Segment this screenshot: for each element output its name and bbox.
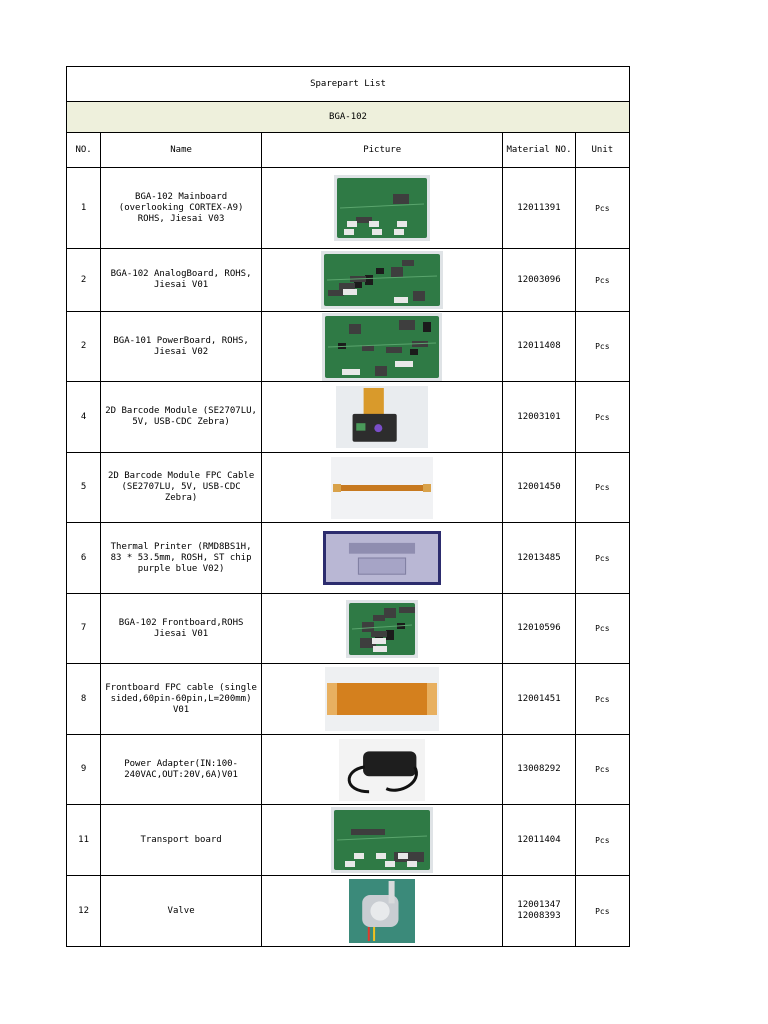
row-picture — [262, 664, 503, 735]
power-adapter-image — [339, 739, 425, 801]
green-pcb-transport-board-image — [331, 807, 433, 873]
table-row — [67, 664, 630, 735]
header-name: Name — [101, 133, 262, 168]
sparepart-table — [66, 66, 630, 947]
row-material-no: 12001451 — [503, 664, 575, 735]
row-material-no: 12010596 — [503, 594, 575, 664]
row-unit: Pcs — [575, 735, 629, 805]
row-unit: Pcs — [575, 664, 629, 735]
valve-image — [349, 879, 415, 943]
row-material-no: 12013485 — [503, 523, 575, 594]
row-picture — [262, 453, 503, 523]
row-picture — [262, 805, 503, 876]
row-material-no: 12003096 — [503, 249, 575, 312]
row-picture — [262, 168, 503, 249]
row-picture — [262, 249, 503, 312]
row-name: BGA-102 Mainboard (overlooking CORTEX-A9) ROHS, Jiesai V03 — [101, 168, 262, 249]
wide-fpc-cable-image — [325, 667, 439, 731]
row-name: 2D Barcode Module (SE2707LU, 5V, USB-CDC Zebra) — [101, 382, 262, 453]
table-row — [67, 735, 630, 805]
row-unit: Pcs — [575, 805, 629, 876]
row-unit: Pcs — [575, 453, 629, 523]
table-row — [67, 168, 630, 249]
model-name: BGA-102 — [67, 102, 630, 133]
green-pcb-frontboard-image — [346, 600, 418, 658]
green-pcb-power-board-image — [322, 313, 442, 381]
row-name: BGA-101 PowerBoard, ROHS, Jiesai V02 — [101, 312, 262, 382]
green-pcb-analog-board-image — [321, 251, 443, 309]
row-name: BGA-102 Frontboard,ROHS Jiesai V01 — [101, 594, 262, 664]
row-name: Frontboard FPC cable (single sided,60pin-60pin,L=200mm) V01 — [101, 664, 262, 735]
row-material-no: 12011404 — [503, 805, 575, 876]
row-unit: Pcs — [575, 249, 629, 312]
row-name: Power Adapter(IN:100-240VAC,OUT:20V,6A)V01 — [101, 735, 262, 805]
row-unit: Pcs — [575, 876, 629, 947]
table-row — [67, 876, 630, 947]
row-material-no: 12001347 12008393 — [503, 876, 575, 947]
row-name: 2D Barcode Module FPC Cable (SE2707LU, 5V, USB-CDC Zebra) — [101, 453, 262, 523]
table-row — [67, 249, 630, 312]
row-material-no: 13008292 — [503, 735, 575, 805]
table-row — [67, 594, 630, 664]
barcode-module-image — [336, 386, 428, 448]
row-picture — [262, 594, 503, 664]
fpc-cable-image — [331, 457, 433, 519]
sheet-title: Sparepart List — [67, 67, 630, 102]
row-unit: Pcs — [575, 382, 629, 453]
row-material-no: 12003101 — [503, 382, 575, 453]
header-picture: Picture — [262, 133, 503, 168]
row-unit: Pcs — [575, 312, 629, 382]
header-unit: Unit — [575, 133, 629, 168]
table-row — [67, 805, 630, 876]
header-no: NO. — [67, 133, 101, 168]
row-picture — [262, 876, 503, 947]
row-picture — [262, 312, 503, 382]
row-material-no: 12011391 — [503, 168, 575, 249]
row-no: 12 — [67, 876, 101, 947]
row-name: Thermal Printer (RMD8BS1H, 83 * 53.5mm, ROSH, ST chip purple blue V02) — [101, 523, 262, 594]
row-no: 6 — [67, 523, 101, 594]
row-name: BGA-102 AnalogBoard, ROHS, Jiesai V01 — [101, 249, 262, 312]
green-pcb-mainboard-image — [334, 175, 430, 241]
thermal-printer-image — [323, 531, 441, 585]
table-row — [67, 453, 630, 523]
row-unit: Pcs — [575, 523, 629, 594]
row-no: 2 — [67, 312, 101, 382]
row-no: 4 — [67, 382, 101, 453]
table-row — [67, 523, 630, 594]
row-no: 8 — [67, 664, 101, 735]
row-name: Transport board — [101, 805, 262, 876]
row-no: 5 — [67, 453, 101, 523]
row-unit: Pcs — [575, 594, 629, 664]
table-row — [67, 382, 630, 453]
row-material-no: 12001450 — [503, 453, 575, 523]
row-name: Valve — [101, 876, 262, 947]
row-no: 9 — [67, 735, 101, 805]
row-no: 7 — [67, 594, 101, 664]
row-no: 11 — [67, 805, 101, 876]
row-no: 1 — [67, 168, 101, 249]
row-unit: Pcs — [575, 168, 629, 249]
header-material: Material NO. — [503, 133, 575, 168]
header-row — [67, 133, 630, 168]
row-no: 2 — [67, 249, 101, 312]
row-picture — [262, 523, 503, 594]
table-row — [67, 312, 630, 382]
row-picture — [262, 735, 503, 805]
row-picture — [262, 382, 503, 453]
row-material-no: 12011408 — [503, 312, 575, 382]
